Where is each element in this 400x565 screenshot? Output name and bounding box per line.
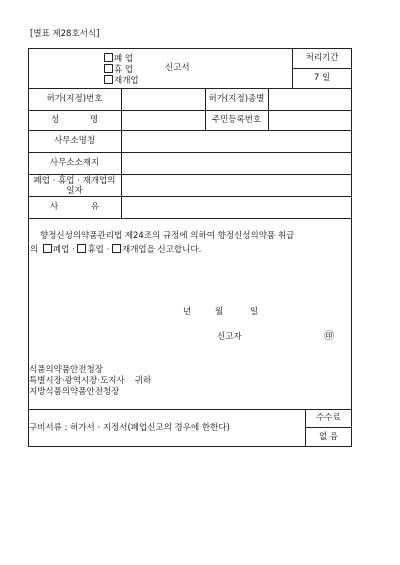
- date-label-line2: 일자: [66, 186, 83, 196]
- statement-line-2: 의 폐업 · 휴업 · 재개업을 신고합니다.: [30, 245, 202, 255]
- fee-label: 수수료: [316, 413, 341, 423]
- divider: [28, 152, 352, 153]
- processing-period-label: 처리기간: [305, 53, 339, 63]
- reporter-label: 신고자: [217, 332, 242, 342]
- office-name-label: 사무소명칭: [53, 136, 96, 146]
- fee-value: 없 음: [318, 432, 339, 442]
- divider: [28, 130, 352, 131]
- recipient-line-3: 지방식품의약품안전청장: [29, 387, 120, 397]
- divider: [121, 88, 122, 218]
- divider: [305, 427, 352, 428]
- date-label-line1: 폐업 · 휴업 · 재개업의: [33, 176, 116, 186]
- divider: [28, 88, 352, 89]
- checkbox-icon: [104, 64, 113, 73]
- divider: [28, 174, 352, 175]
- processing-period-value: 7 일: [313, 73, 331, 83]
- resident-number-label: 주민등록번호: [211, 115, 262, 125]
- date-day-label: 일: [250, 307, 259, 317]
- honorific: 귀하: [134, 376, 152, 386]
- statement-line-1: 향정신성의약품관리법 제24조의 규정에 의하여 향정신성의약품 취급: [40, 231, 295, 241]
- name-field[interactable]: [122, 113, 205, 127]
- checkbox-icon: [43, 244, 52, 253]
- option-closure: 폐 업: [104, 53, 133, 64]
- reason-field[interactable]: [122, 200, 351, 215]
- permit-type-field[interactable]: [269, 93, 351, 107]
- resident-number-field[interactable]: [269, 113, 351, 127]
- option-reopening: 재개업: [104, 75, 139, 86]
- divider: [28, 196, 352, 197]
- permit-type-label: 허가(지정)종별: [208, 94, 265, 104]
- form-title: 신고서: [165, 63, 190, 73]
- date-month-label: 월: [215, 307, 224, 317]
- reason-label: 사 유: [49, 202, 100, 212]
- permit-number-label: 허가(지정)번호: [46, 94, 103, 104]
- recipient-line-2: 특별시장·광역시장·도지사 귀하: [29, 376, 152, 386]
- name-label: 성 명: [50, 115, 99, 125]
- date-year-label: 년: [183, 307, 192, 317]
- checkbox-icon: [104, 53, 113, 62]
- divider: [292, 68, 352, 69]
- checkbox-icon: [104, 75, 113, 84]
- checkbox-icon: [77, 244, 86, 253]
- permit-number-field[interactable]: [122, 93, 205, 107]
- seal-icon: ㊞: [324, 331, 334, 342]
- divider: [28, 218, 352, 219]
- checkbox-icon: [112, 244, 121, 253]
- office-name-field[interactable]: [122, 134, 351, 149]
- divider: [28, 110, 352, 111]
- option-suspension: 휴 업: [104, 64, 133, 75]
- date-field[interactable]: [122, 178, 351, 193]
- office-address-field[interactable]: [122, 156, 351, 171]
- divider: [28, 409, 352, 410]
- required-documents: 구비서류 : 허가서 · 지정서(폐업신고의 경우에 한한다): [29, 423, 230, 433]
- office-address-label: 사무소소재지: [49, 158, 100, 168]
- form-label: [별표 제28호서식]: [30, 29, 100, 39]
- recipient-line-1: 식품의약품안전청장: [29, 365, 103, 375]
